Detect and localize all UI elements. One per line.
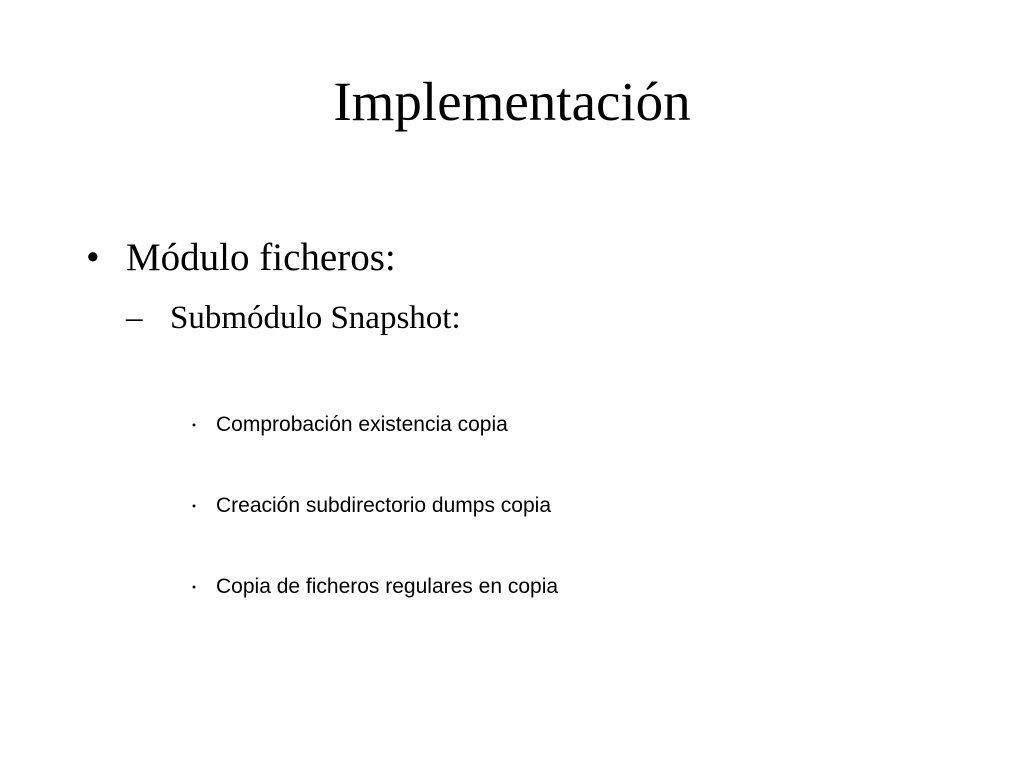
dash-marker: –	[126, 300, 143, 336]
dot-marker: ・	[186, 580, 203, 597]
bullet-text: Módulo ficheros:	[126, 236, 396, 279]
list-item	[186, 572, 558, 604]
slide-title: Implementación	[333, 71, 691, 132]
bullet-marker: •	[86, 236, 100, 279]
list-item-text: Copia de ficheros regulares en copia	[216, 575, 559, 598]
bullet-modulo-ficheros	[86, 234, 396, 282]
dot-marker: ・	[186, 499, 203, 516]
subbullet-text: Submódulo Snapshot:	[170, 300, 461, 336]
list-item	[186, 410, 508, 442]
list-item-text: Creación subdirectorio dumps copia	[216, 494, 552, 517]
list-item	[186, 491, 551, 523]
list-item-text: Comprobación existencia copia	[216, 413, 508, 436]
dot-marker: ・	[186, 418, 203, 435]
subbullet-submodulo-snapshot	[126, 297, 461, 339]
